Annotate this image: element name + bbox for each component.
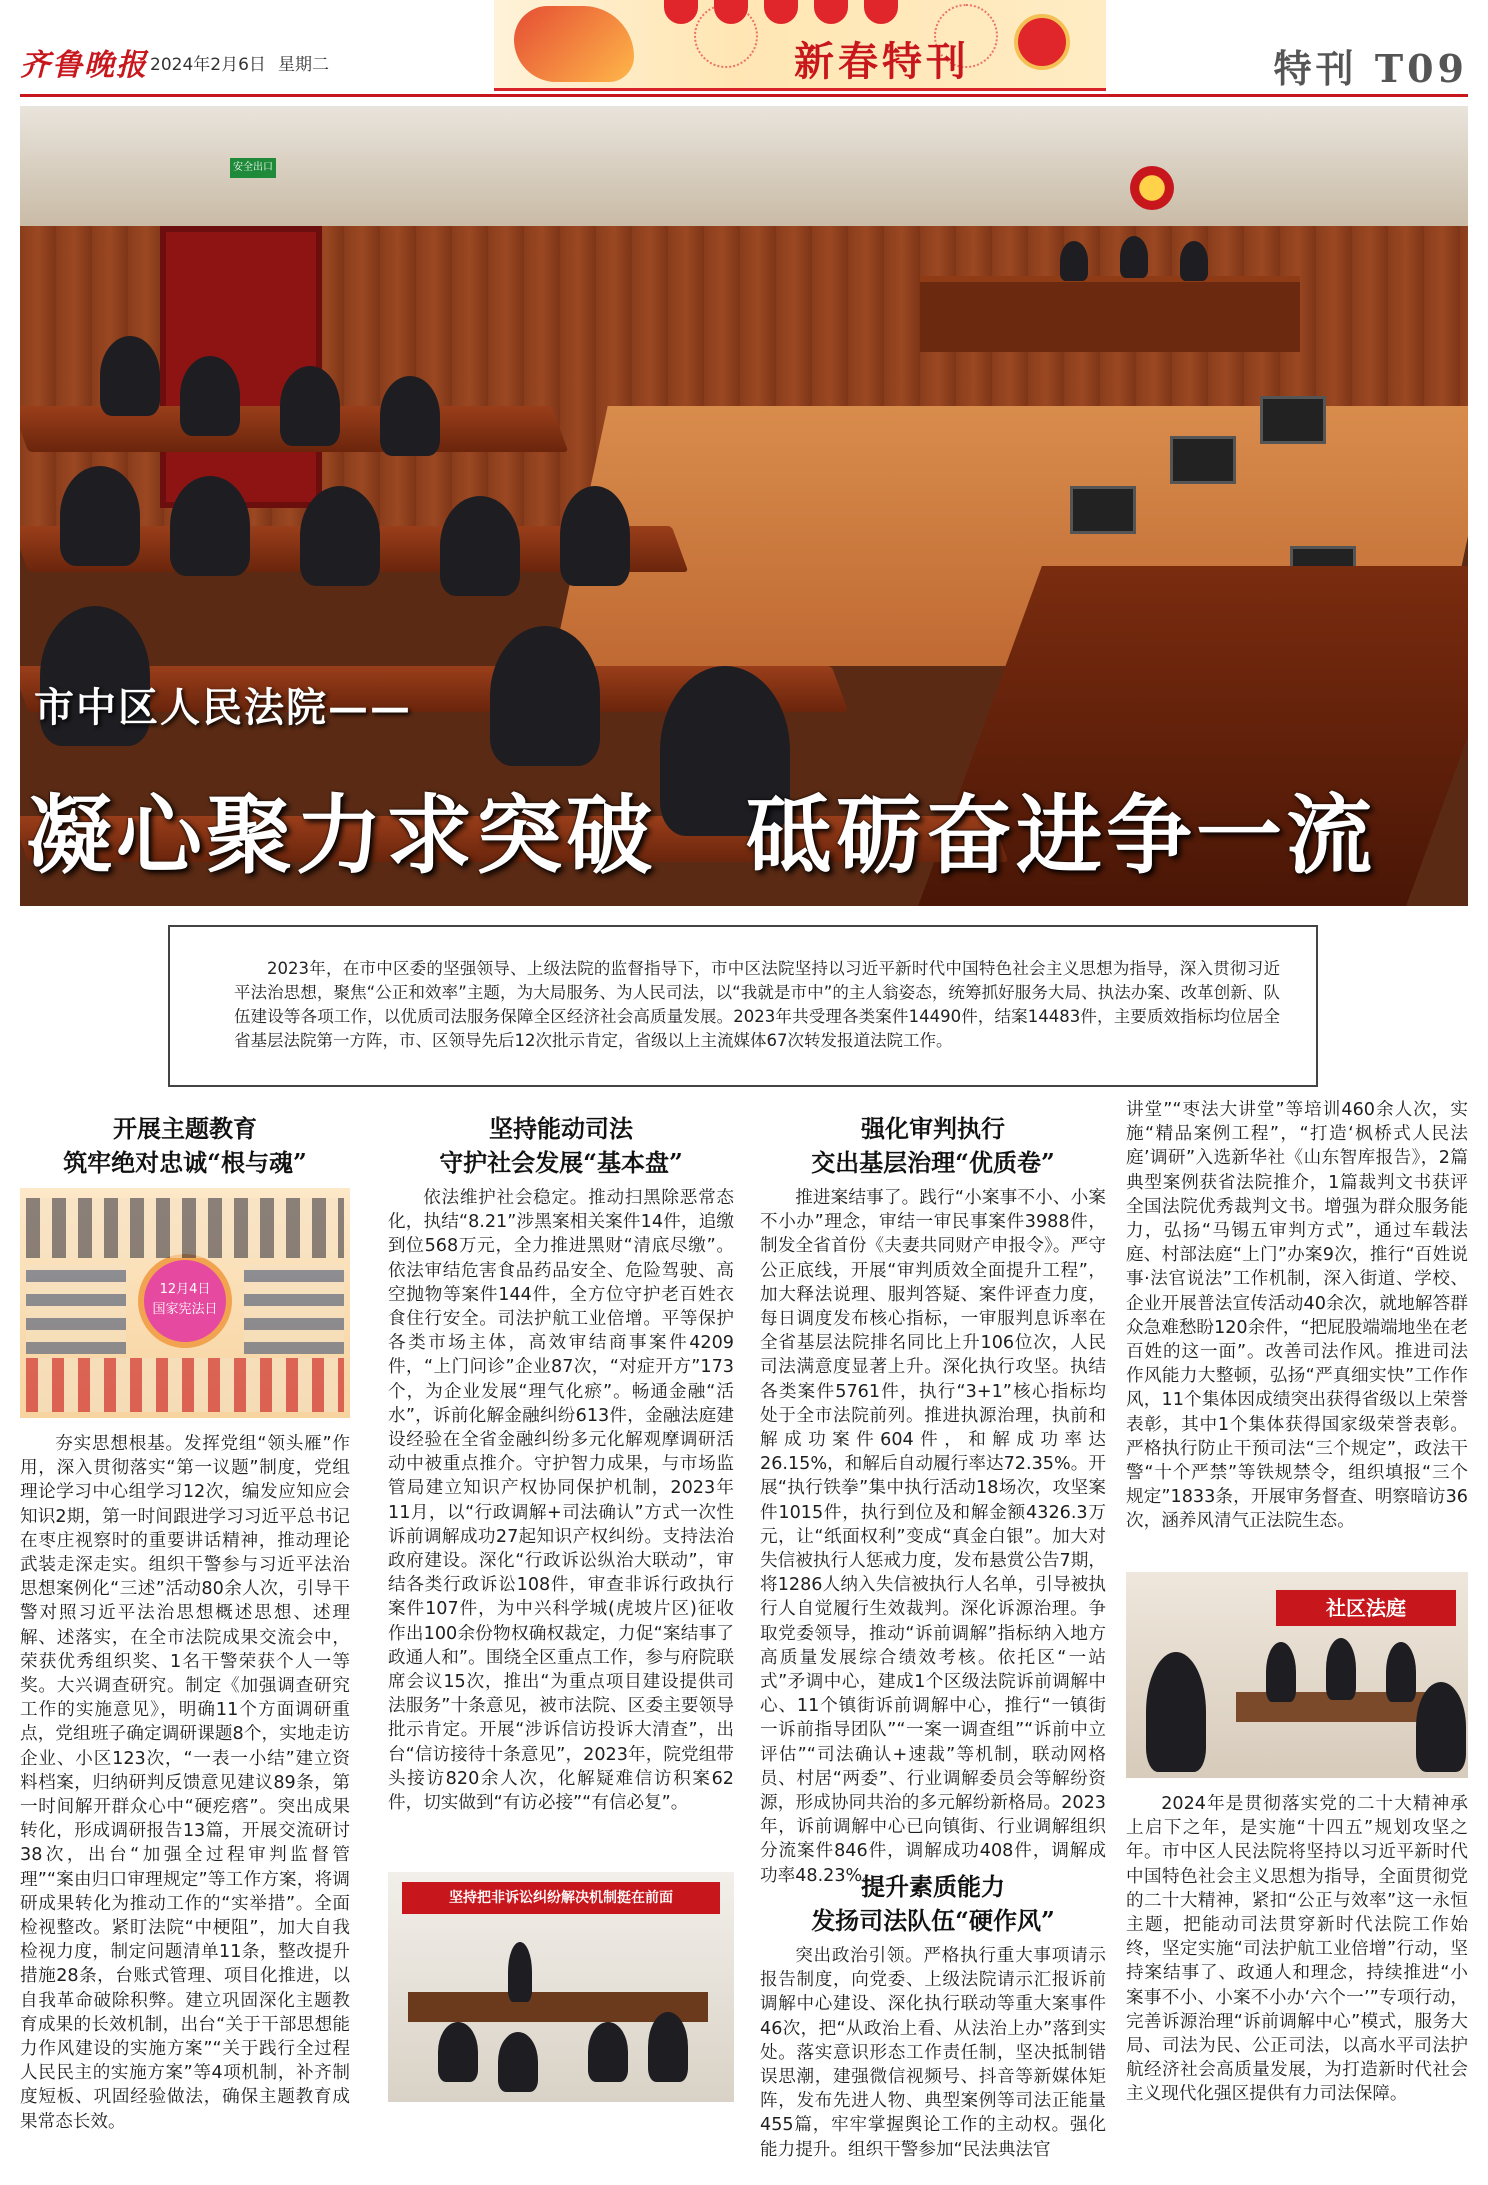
audience-figure (60, 466, 140, 566)
attendee-figure (648, 2012, 688, 2082)
audience-figure (100, 336, 160, 416)
section-4-body (760, 1944, 1106, 2162)
mediation-meeting-photo (388, 1872, 734, 2102)
section-2-subtitle: 守护社会发展“基本盘” (439, 1148, 683, 1177)
constitution-day-sign: 12月4日 国家宪法日 (138, 1254, 232, 1348)
speaker-figure (508, 1942, 532, 2002)
visitor-figure (1416, 1682, 1466, 1772)
crowd-row (26, 1198, 344, 1258)
lantern-icon (764, 0, 798, 24)
dragon-illustration-icon (514, 6, 634, 82)
closing-section (1126, 1792, 1468, 2107)
section-4-title: 提升素质能力 (861, 1872, 1005, 1901)
judge-figure (1180, 241, 1208, 281)
judge-figure (1386, 1642, 1416, 1702)
hero-headline: 凝心聚力求突破 砥砺奋进争一流 (26, 785, 1376, 886)
section-4-continued (1126, 1098, 1468, 1534)
community-court-photo (1126, 1572, 1468, 1778)
issue-date: 2024年2月6日 (150, 55, 266, 75)
constitution-day-photo (20, 1188, 350, 1418)
judge-figure (1060, 241, 1088, 281)
section-3-body (760, 1186, 1106, 1888)
lantern-icon (814, 0, 848, 24)
audience-figure (560, 486, 630, 586)
section-4-paragraph: 突出政治引领。严格执行重大事项请示报告制度，向党委、上级法院请示汇报诉前调解中心建设、深化执行联动等重大案事件46次，把“从政治上看、从法治上办”落到实处。落实意识形态工作责任制，坚决抵制错误思潮，建强微信视频号、抖音等新媒体矩阵，发布先进人物、典型案例等司法正能量455篇，牢牢掌握舆论工作的主动权。强化能力提升。组织干警参加“民法典法官 (760, 1946, 1106, 2160)
page-label: 特刊 T09 (1273, 46, 1468, 91)
closing-paragraph: 2024年是贯彻落实党的二十大精神承上启下之年，是实施“十四五”规划攻坚之年。市中区人民法院将坚持以习近平新时代中国特色社会主义思想为指导，全面贯彻党的二十大精神，紧扣“公正与效率”这一永恒主题，把能动司法贯穿新时代法院工作始终，坚定实施“司法护航工业倍增”行动，坚持案结事了、政通人和理念，持续推进“小案事不小、小案不小办‘六个一’”专项行动，完善诉源治理“诉前调解中心”模式，服务大局、司法为民、公正司法，以高水平司法护航经济社会高质量发展，为打造新时代社会主义现代化强区提供有力司法保障。 (1126, 1794, 1468, 2105)
exit-sign: 安全出口 (230, 158, 276, 178)
section-4-continued-paragraph: 讲堂”“枣法大讲堂”等培训460余人次，实施“精品案例工程”，“打造‘枫桥式人民法庭’调研”入选新华社《山东智库报告》，2篇典型案例获省法院推介，1篇裁判文书获评全国法院优秀裁判文书。增强为群众服务能力，弘扬“马锡五审判方式”，通过车载法庭、村部法庭“上门”办案9次，推行“百姓说事·法官说法”工作机制，深入街道、学校、企业开展普法宣传活动40余次，就地解答群众急难愁盼120余件，“把屁股端端地坐在老百姓的这一面”。改善司法作风。推进司法作风能力大整顿，弘扬“严真细实快”工作作风，11个集体因成绩突出获得省级以上荣誉表彰，其中1个集体获得国家级荣誉表彰。严格执行防止干预司法“三个规定”，政法干警“十个严禁”等铁规禁令，组织填报“三个规定”1833条，开展审务督查、明察暗访36次，涵养风清气正法院生态。 (1126, 1100, 1468, 1532)
section-2-title: 坚持能动司法 (489, 1114, 633, 1143)
section-3-heading (760, 1112, 1106, 1180)
community-court-sign: 社区法庭 (1276, 1590, 1456, 1626)
meeting-banner: 坚持把非诉讼纠纷解决机制挺在前面 (402, 1882, 720, 1914)
national-emblem-icon (1130, 166, 1174, 210)
monitor-icon (1170, 436, 1236, 484)
section-4-subtitle: 发扬司法队伍“硬作风” (811, 1906, 1055, 1935)
section-2-paragraph: 依法维护社会稳定。推动扫黑除恶常态化，执结“8.21”涉黑案相关案件14件，追缴到位568万元，全力推进黑财“清底尽缴”。依法审结危害食品药品安全、危险驾驶、高空抛物等案件144件，全方位守护老百姓衣食住行安全。司法护航工业倍增。平等保护各类市场主体，高效审结商事案件4209件，“上门问诊”企业87次，“对症开方”173个，为企业发展“理气化瘀”。畅通金融“活水”，诉前化解金融纠纷613件，金融法庭建设经验在全省金融纠纷多元化解观摩调研活动中被重点推介。守护智力成果，与市场监管局建立知识产权协同保护机制，2023年11月，以“行政调解+司法确认”方式一次性诉前调解成功27起知识产权纠纷。支持法治政府建设。深化“行政诉讼纵治大联动”，审结各类行政诉讼108件，审查非诉行政执行案件107件，为中兴科学城(虎坡片区)征收作出100余份物权确权裁定，力促“案结事了政通人和”。围绕全区重点工作，参与府院联席会议15次，推出“为重点项目建设提供司法服务”十条意见，被市法院、区委主要领导批示肯定。开展“涉诉信访投诉大清查”，出台“信访接待十条意见”，2023年，院党组带头接访820余人次，化解疑难信访积案62件，切实做到“有访必接”“有信必复”。 (388, 1188, 734, 1814)
elderly-visitor-figure (1146, 1652, 1206, 1772)
attendee-figure (588, 2022, 628, 2082)
banner-title: 新春特刊 (794, 38, 970, 85)
section-1-heading (20, 1112, 350, 1180)
crowd-row (26, 1358, 344, 1412)
courtroom-hero-photo (20, 106, 1468, 906)
section-3-paragraph: 推进案结事了。践行“小案事不小、小案不小办”理念，审结一审民事案件3988件，制发全省首份《夫妻共同财产申报令》。严守公正底线，开展“审判质效全面提升工程”，加大释法说理、服判答疑、案件评查力度，每日调度发布核心指标，一审服判息诉率在全省基层法院排名同比上升106位次，人民司法满意度显著上升。深化执行攻坚。执结各类案件5761件，执行“3+1”核心指标均处于全市法院前列。推进执源治理，执前和解成功案件604件，和解成功率达26.15%，和解后自动履行率达72.35%。开展“执行铁拳”集中执行活动18场次，攻坚案件1015件，执行到位及和解金额4326.3万元，让“纸面权利”变成“真金白银”。加大对失信被执行人惩戒力度，发布悬赏公告7期，将1286人纳入失信被执行人名单，引导被执行人自觉履行生效裁判。深化诉源治理。争取党委领导，推动“诉前调解”指标纳入地方高质量发展综合绩效考核。依托区“一站式”矛调中心，建成1个区级法院诉前调解中心、11个镇街诉前调解中心，推行“一镇街一诉前指导团队”“一案一调查组”“诉前中立评估”“司法确认+速裁”等机制，联动网格员、村居“两委”、行业调解委员会等解纷资源，形成协同共治的多元解纷新格局。2023年，诉前调解中心已向镇街、行业调解组织分流案件846件，调解成功408件，调解成功率48.23%。 (760, 1188, 1106, 1886)
section-1-title: 开展主题教育 (113, 1114, 257, 1143)
summary-box: 2023年，在市中区委的坚强领导、上级法院的监督指导下，市中区法院坚持以习近平新时代中国特色社会主义思想为指导，深入贯彻习近平法治思想，聚焦“公正和效率”主题，为大局服务、为人民司法，以“我就是市中”的主人翁姿态，统筹抓好服务大局、执法办案、改革创新、队伍建设等各项工作，以优质司法服务保障全区经济社会高质量发展。2023年共受理各类案件14490件，结案14483件，主要质效指标均位居全省基层法院第一方阵，市、区领导先后12次批示肯定，省级以上主流媒体67次转发报道法院工作。 (168, 925, 1318, 1087)
audience-figure (300, 486, 380, 586)
section-1-subtitle: 筑牢绝对忠诚“根与魂” (63, 1148, 307, 1177)
courtroom-door (160, 226, 322, 508)
section-3-title: 强化审判执行 (861, 1114, 1005, 1143)
section-3-subtitle: 交出基层治理“优质卷” (811, 1148, 1055, 1177)
header-rule (20, 94, 1468, 97)
lantern-icon (664, 0, 698, 24)
section-2-heading (388, 1112, 734, 1180)
audience-figure (180, 356, 240, 436)
newspaper-logo: 齐鲁晚报 (20, 48, 148, 83)
masthead (20, 40, 480, 86)
monitor-icon (1260, 396, 1326, 444)
audience-figure (380, 376, 440, 456)
section-4-heading (760, 1870, 1106, 1938)
section-1-paragraph: 夯实思想根基。发挥党组“领头雁”作用，深入贯彻落实“第一议题”制度，党组理论学习中心组学习12次，编发应知应会知识2期，第一时间跟进学习习近平总书记在枣庄视察时的重要讲话精神，推动理论武装走深走实。组织干警参与习近平法治思想案例化“三述”活动80余人次，引导干警对照习近平法治思想概述思想、述理解、述落实，在全市法院成果交流会中，荣获优秀组织奖、1名干警荣获个人一等奖。大兴调查研究。制定《加强调查研究工作的实施意见》，明确11个方面调研重点，党组班子确定调研课题8个，实地走访企业、小区123次，“一表一小结”建立资料档案，归纳研判反馈意见建议89条，第一时间解开群众心中“硬疙瘩”。突出成果转化，形成调研报告13篇，开展交流研讨38次，出台“加强全过程审判监督管理”“案由归口审理规定”等工作方案，将调研成果转化为推动工作的“实举措”。全面检视整改。紧盯法院“中梗阻”，加大自我检视力度，制定问题清单11条，整改提升措施28条，台账式管理、项目化推进，以自我革命破除积弊。建立巩固深化主题教育成果的长效机制，出台“关于干部思想能力作风建设的实施方案”“关于践行全过程人民民主的实施方案”等4项机制，补齐制度短板、巩固经验做法，确保主题教育成果常态长效。 (20, 1434, 350, 2132)
judge-figure (1266, 1642, 1296, 1702)
section-2-body (388, 1186, 734, 1815)
judge-figure (1326, 1638, 1356, 1700)
issue-weekday: 星期二 (278, 55, 329, 75)
monitor-icon (1070, 486, 1136, 534)
firework-icon (694, 4, 758, 68)
judge-figure (1120, 236, 1148, 278)
audience-figure (490, 626, 600, 766)
festival-banner (494, 0, 1106, 91)
attendee-figure (438, 2022, 478, 2082)
crowd-row (244, 1264, 344, 1354)
judge-bench (920, 276, 1300, 352)
chinese-knot-icon (1014, 14, 1070, 70)
crowd-row (26, 1264, 126, 1354)
section-1-body (20, 1432, 350, 2134)
attendee-figure (498, 2032, 538, 2092)
audience-figure (170, 476, 250, 576)
hero-kicker: 市中区人民法院—— (34, 684, 412, 731)
audience-figure (280, 366, 340, 446)
lantern-icon (864, 0, 898, 24)
audience-figure (440, 496, 520, 596)
